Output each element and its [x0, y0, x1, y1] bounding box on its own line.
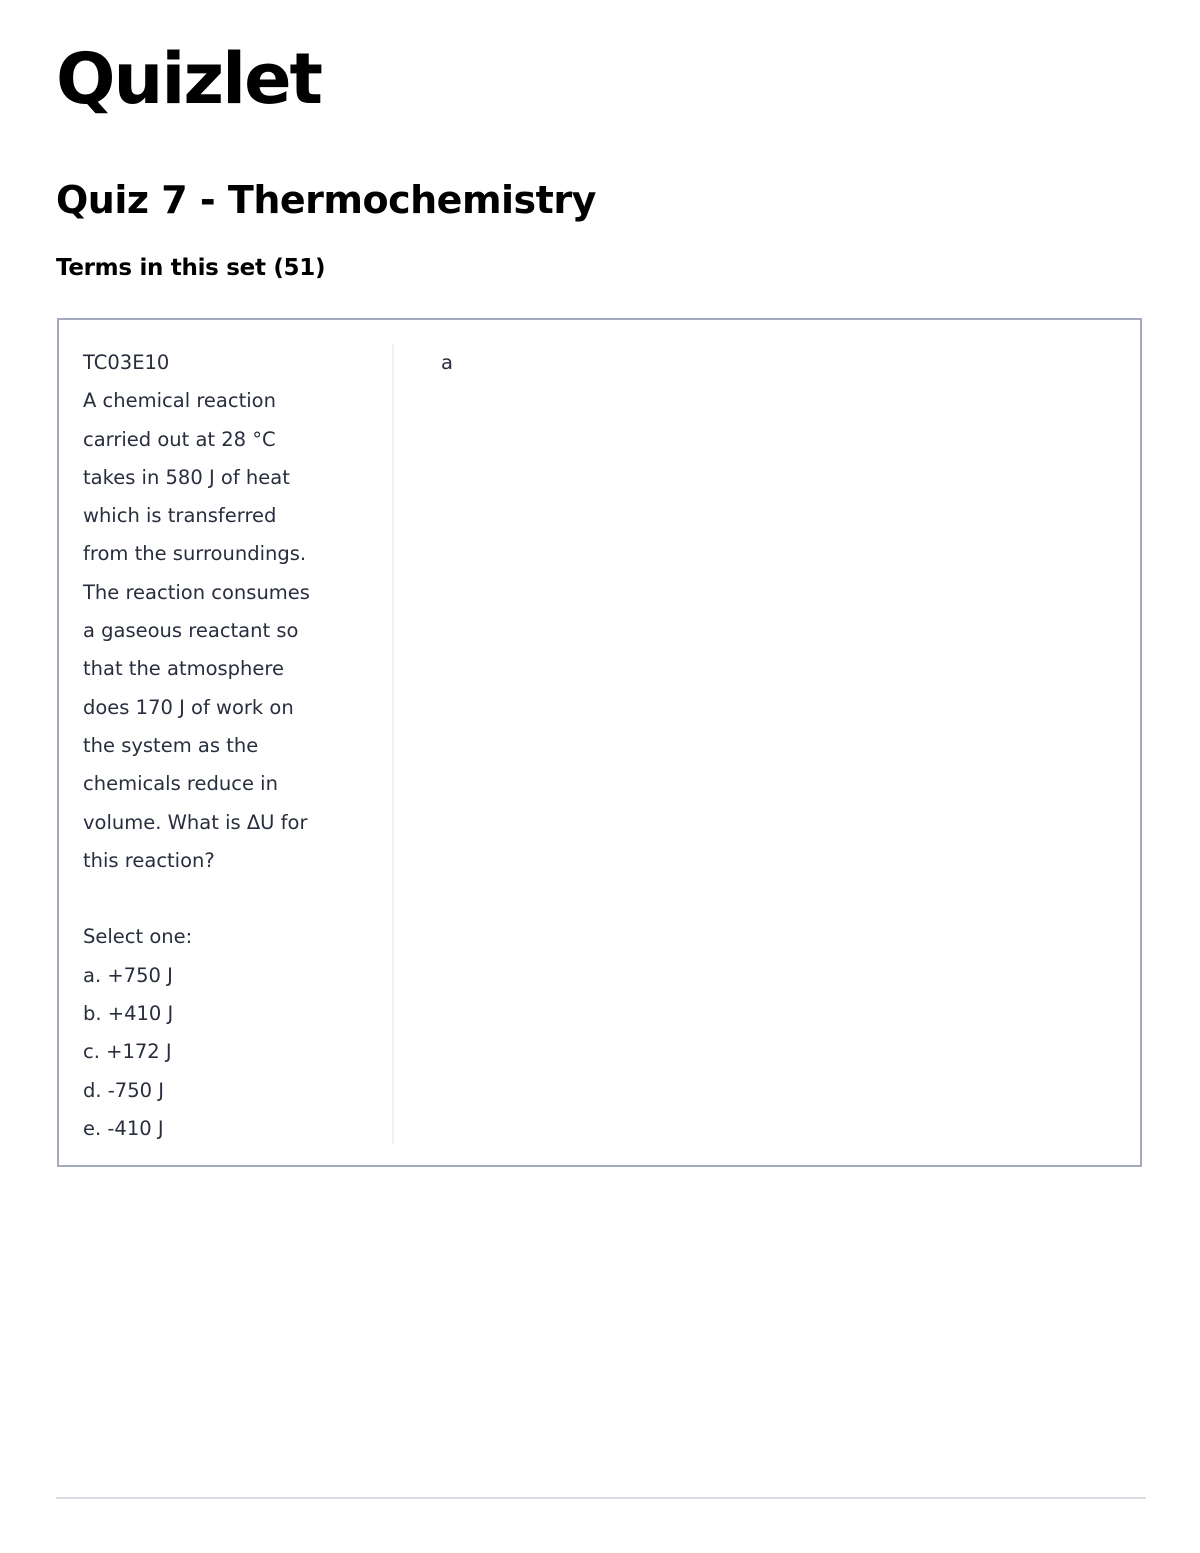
set-title: Quiz 7 - Thermochemistry: [56, 178, 596, 222]
quizlet-logo: Quizlet: [56, 38, 322, 120]
footer-divider: [56, 1497, 1146, 1499]
definition-text: a: [441, 351, 453, 374]
term-card: [57, 318, 1142, 1167]
term-text: TC03E10 A chemical reaction carried out at 28 °C takes in 580 J of heat which is transferred from the surroundings. The reaction consumes a gaseous reactant so that the atmosphere does 170 J of work on the system as the chemicals reduce in volume. What is ΔU for this reaction? Select one: a. +750 J b. +410 J c. +172 J d. -750 J e. -410 J: [83, 351, 310, 1140]
card-divider: [392, 344, 394, 1144]
terms-count-heading: Terms in this set (51): [56, 255, 326, 281]
